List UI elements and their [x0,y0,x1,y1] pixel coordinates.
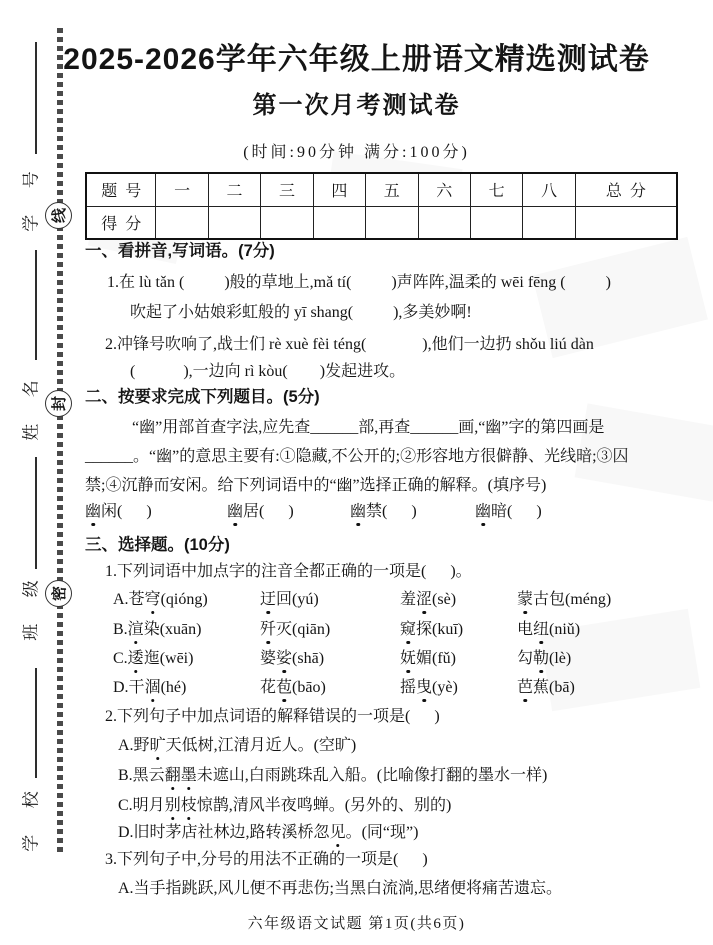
score-table-header-row [86,173,677,206]
q1-option-cell [260,678,326,698]
score-header-cell: 六 [418,173,470,206]
q1-option-cell [517,678,575,698]
score-table-score-row [86,206,677,239]
q2-option-d [118,823,418,843]
section-three-heading: 三、选择题。(10分) [85,536,230,554]
seal-label-name: 姓 名 [21,374,41,441]
seal-label-student-id: 学 号 [21,165,41,232]
text-segment: 婆 [260,650,277,667]
text-segment: 摇 [400,679,417,696]
seal-blank-line [35,250,37,360]
pinyin-line-3: 2.冲锋号吹响了,战士们 rè xuè fèi téng( ),他们一边扔 shǒu liú dàn [105,336,594,353]
q1-option-cell [113,649,193,669]
q1-option-cell [400,590,456,610]
text-segment: (niǔ) [549,621,581,638]
text-segment: 媚(fǔ) [416,650,457,667]
pinyin-line-1: 1.在 lù tǎn ( )般的草地上,mǎ tí( )声阵阵,温柔的 wēi fēng ( ) [107,274,611,291]
q1-option-cell [260,590,319,610]
dotted-char: 曳 [416,679,433,696]
text-segment: (sè) [432,591,457,608]
dotted-char: 别 [164,797,181,814]
dotted-char: 窥 [400,621,417,638]
q1-option-cell [517,590,611,610]
q1-option-cell [400,649,456,669]
score-header-cell: 一 [156,173,208,206]
text-segment: 羞 [400,591,417,608]
dotted-char: 穹 [144,591,161,608]
text-segment: C.明月 [118,797,165,814]
score-empty-cell [575,206,677,239]
q1-option-cell [400,620,463,640]
question-1-stem: 1.下列词语中加点字的注音全都正确的一项是( )。 [105,563,472,580]
text-segment: 染(xuān) [143,621,202,638]
dotted-char: 纽 [533,621,550,638]
text-segment: 闲( ) [101,503,152,520]
question-3-stem: 3.下列句子中,分号的用法不正确的一项是( ) [105,851,428,868]
text-segment: 勾 [517,650,534,667]
score-empty-cell [313,206,365,239]
text-segment: 居( ) [243,503,294,520]
score-header-cell: 三 [261,173,313,206]
dotted-char: 旷 [149,737,166,754]
seal-label-school: 学 校 [21,785,41,852]
dotted-char: 翻 [164,767,181,784]
dotted-char: 歼 [260,621,277,638]
text-segment: 。(同“现”) [345,824,419,841]
cloze-line-1: “幽”用部首查字法,应先查______部,再查______画,“幽”字的第四画是 [132,419,605,436]
text-segment: (lè) [549,650,572,667]
exam-time-score-meta: (时间:90分钟 满分:100分) [243,144,470,161]
you-words-row [0,502,713,524]
text-segment: 未遮山,白雨跳珠乱入船。(比喻像打翻的墨水一样) [196,767,548,784]
section-one-heading: 一、看拼音,写词语。(7分) [85,242,275,260]
dotted-char: 幽 [350,503,367,520]
dotted-char: 墨 [180,767,197,784]
dotted-char: 涩 [416,591,433,608]
text-segment: 蕉(bā) [533,679,575,696]
dotted-char: 迂 [260,591,277,608]
dotted-char: 幽 [475,503,492,520]
dotted-char: 幽 [227,503,244,520]
score-header-cell: 八 [523,173,575,206]
dotted-char: 勒 [533,650,550,667]
text-segment: C. [113,650,128,667]
q1-option-row-d [0,678,713,700]
q1-option-cell [113,678,186,698]
q1-option-cell [517,649,571,669]
q3-option-a: A.当手指跳跃,风儿便不再悲伤;当黑白流淌,思绪便将痛苦遗忘。 [118,880,563,897]
q2-option-c [118,796,451,816]
dotted-char: 苞 [276,679,293,696]
text-segment: 花 [260,679,277,696]
text-segment: (shā) [292,650,325,667]
score-empty-cell [208,206,260,239]
text-segment: 迤(wēi) [143,650,194,667]
text-segment: A.苍 [113,591,145,608]
text-segment: B. [113,621,128,638]
score-empty-cell [470,206,522,239]
q1-option-cell [260,620,330,640]
score-row-label: 得 分 [86,206,156,239]
q1-option-cell [400,678,458,698]
dotted-char: 幽 [85,503,102,520]
text-segment: 暗( ) [491,503,542,520]
score-header-cell: 七 [470,173,522,206]
seal-stamp-feng-char: 封 [51,395,68,412]
seal-blank-line [35,457,37,569]
score-header-cell: 题 号 [86,173,156,206]
dotted-char: 芭 [517,679,534,696]
seal-stamp-xian [45,202,72,229]
text-segment: A.野 [118,737,150,754]
text-segment: 回(yú) [276,591,319,608]
section-two-heading: 二、按要求完成下列题目。(5分) [85,388,320,406]
score-header-cell: 总 分 [575,173,677,206]
score-empty-cell [366,206,418,239]
dotted-char: 逶 [127,650,144,667]
q2-option-b [118,766,547,786]
seal-stamp-mi-char: 密 [51,585,68,602]
score-empty-cell [156,206,208,239]
q1-option-cell [113,620,201,640]
text-segment: D.旧时茅店社林边,路转溪桥忽 [118,824,330,841]
text-segment: D.干 [113,679,145,696]
you-word [85,502,152,522]
pinyin-line-4: ( ),一边向 rì kòu( )发起进攻。 [130,363,406,380]
dotted-char: 妩 [400,650,417,667]
page-subtitle: 第一次月考测试卷 [252,92,461,119]
q1-option-cell [517,620,580,640]
seal-stamp-xian-char: 线 [51,207,68,224]
dotted-char: 渲 [127,621,144,638]
text-segment: (hé) [160,679,187,696]
dotted-char: 见 [329,824,346,841]
seal-stamp-mi [45,580,72,607]
you-word [227,502,294,522]
q1-option-row-c [0,649,713,671]
you-word [350,502,417,522]
score-empty-cell [418,206,470,239]
dotted-char: 娑 [276,650,293,667]
text-segment: 古包(méng) [533,591,612,608]
text-segment: (yè) [432,679,458,696]
q2-option-a [118,736,356,756]
score-header-cell: 二 [208,173,260,206]
seal-stamp-feng [45,390,72,417]
text-segment: B.黑云 [118,767,165,784]
score-header-cell: 五 [366,173,418,206]
dotted-char: 蒙 [517,591,534,608]
pinyin-line-2: 吹起了小姑娘彩虹般的 yī shang( ),多美妙啊! [130,304,472,321]
you-word [475,502,542,522]
text-segment: 电 [517,621,534,638]
text-segment: 探(kuī) [416,621,464,638]
page-title: 2025-2026学年六年级上册语文精选测试卷 [63,43,650,76]
text-segment: 禁( ) [366,503,417,520]
text-segment: 惊鹊,清风半夜鸣蝉。(另外的、别的) [196,797,452,814]
dotted-char: 枝 [180,797,197,814]
cloze-line-3: 禁;④沉静而安闲。给下列词语中的“幽”选择正确的解释。(填序号) [85,477,547,494]
q1-option-cell [113,590,208,610]
text-segment: 天低树,江清月近人。(空旷) [165,737,357,754]
q1-option-row-a [0,590,713,612]
score-empty-cell [261,206,313,239]
page-footer: 六年级语文试题 第1页(共6页) [247,916,466,932]
score-table [85,172,678,240]
text-segment: (bāo) [292,679,326,696]
cloze-line-2: ______。“幽”的意思主要有:①隐藏,不公开的;②形容地方很僻静、光线暗;③囚 [85,448,629,465]
q1-option-cell [260,649,324,669]
score-empty-cell [523,206,575,239]
seal-label-class: 班 级 [21,574,41,641]
score-header-cell: 四 [313,173,365,206]
seal-blank-line [35,668,37,778]
question-2-stem: 2.下列句子中加点词语的解释错误的一项是( ) [105,708,440,725]
text-segment: 灭(qiān) [276,621,331,638]
dotted-char: 涸 [144,679,161,696]
text-segment: (qióng) [160,591,208,608]
q1-option-row-b [0,620,713,642]
